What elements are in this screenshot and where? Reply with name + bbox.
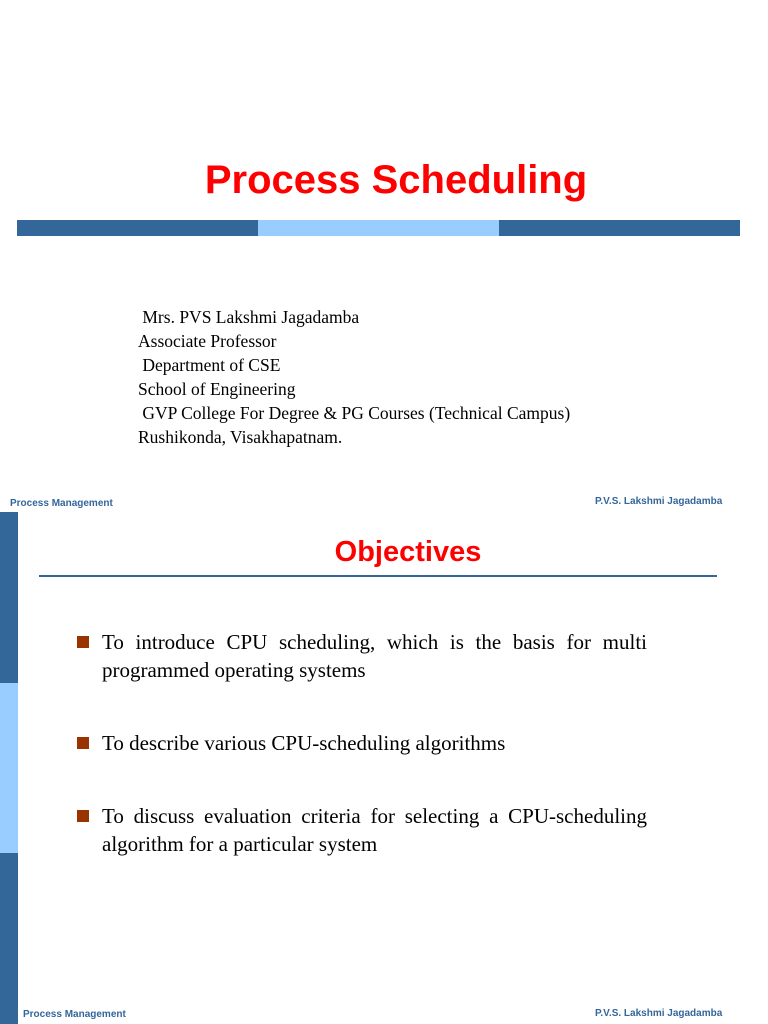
bar-segment-middle: [258, 220, 499, 236]
bar-segment-right: [499, 220, 740, 236]
square-bullet-icon: [77, 636, 89, 648]
author-college: GVP College For Degree & PG Courses (Technical Campus): [138, 403, 571, 423]
slide-title-heading: Process Scheduling: [204, 158, 588, 202]
author-block: [138, 305, 570, 449]
title-underline-bar: [17, 220, 740, 236]
footer-author-name: P.V.S. Lakshmi Jagadamba: [595, 496, 723, 507]
list-item-text: To discuss evaluation criteria for selecting a CPU-scheduling algorithm for a particular system: [102, 804, 647, 856]
square-bullet-icon: [77, 737, 89, 749]
author-location: Rushikonda, Visakhapatnam.: [138, 427, 343, 447]
footer-course-name: Process Management: [10, 498, 113, 509]
objectives-heading: Objectives: [334, 536, 482, 568]
author-department: Department of CSE: [138, 355, 281, 375]
author-school: School of Engineering: [138, 379, 296, 399]
bar-segment-left: [17, 220, 258, 236]
author-name: Mrs. PVS Lakshmi Jagadamba: [138, 307, 360, 327]
objectives-list: [77, 628, 647, 858]
square-bullet-icon: [77, 810, 89, 822]
footer-author-name: P.V.S. Lakshmi Jagadamba: [595, 1008, 723, 1019]
author-position: Associate Professor: [138, 331, 277, 351]
list-item-text: To introduce CPU scheduling, which is the basis for multi programmed operating systems: [102, 630, 647, 682]
side-bar-segment-middle: [0, 683, 18, 854]
side-accent-bar: [0, 512, 18, 1024]
footer-course-name: Process Management: [23, 1009, 126, 1020]
list-item-text: To describe various CPU-scheduling algorithms: [102, 731, 506, 755]
heading-rule: [39, 575, 717, 577]
side-bar-segment-bottom: [0, 853, 18, 1024]
list-item: [77, 628, 647, 684]
list-item: [77, 729, 647, 757]
list-item: [77, 802, 647, 858]
slide-objectives: [0, 512, 768, 1024]
